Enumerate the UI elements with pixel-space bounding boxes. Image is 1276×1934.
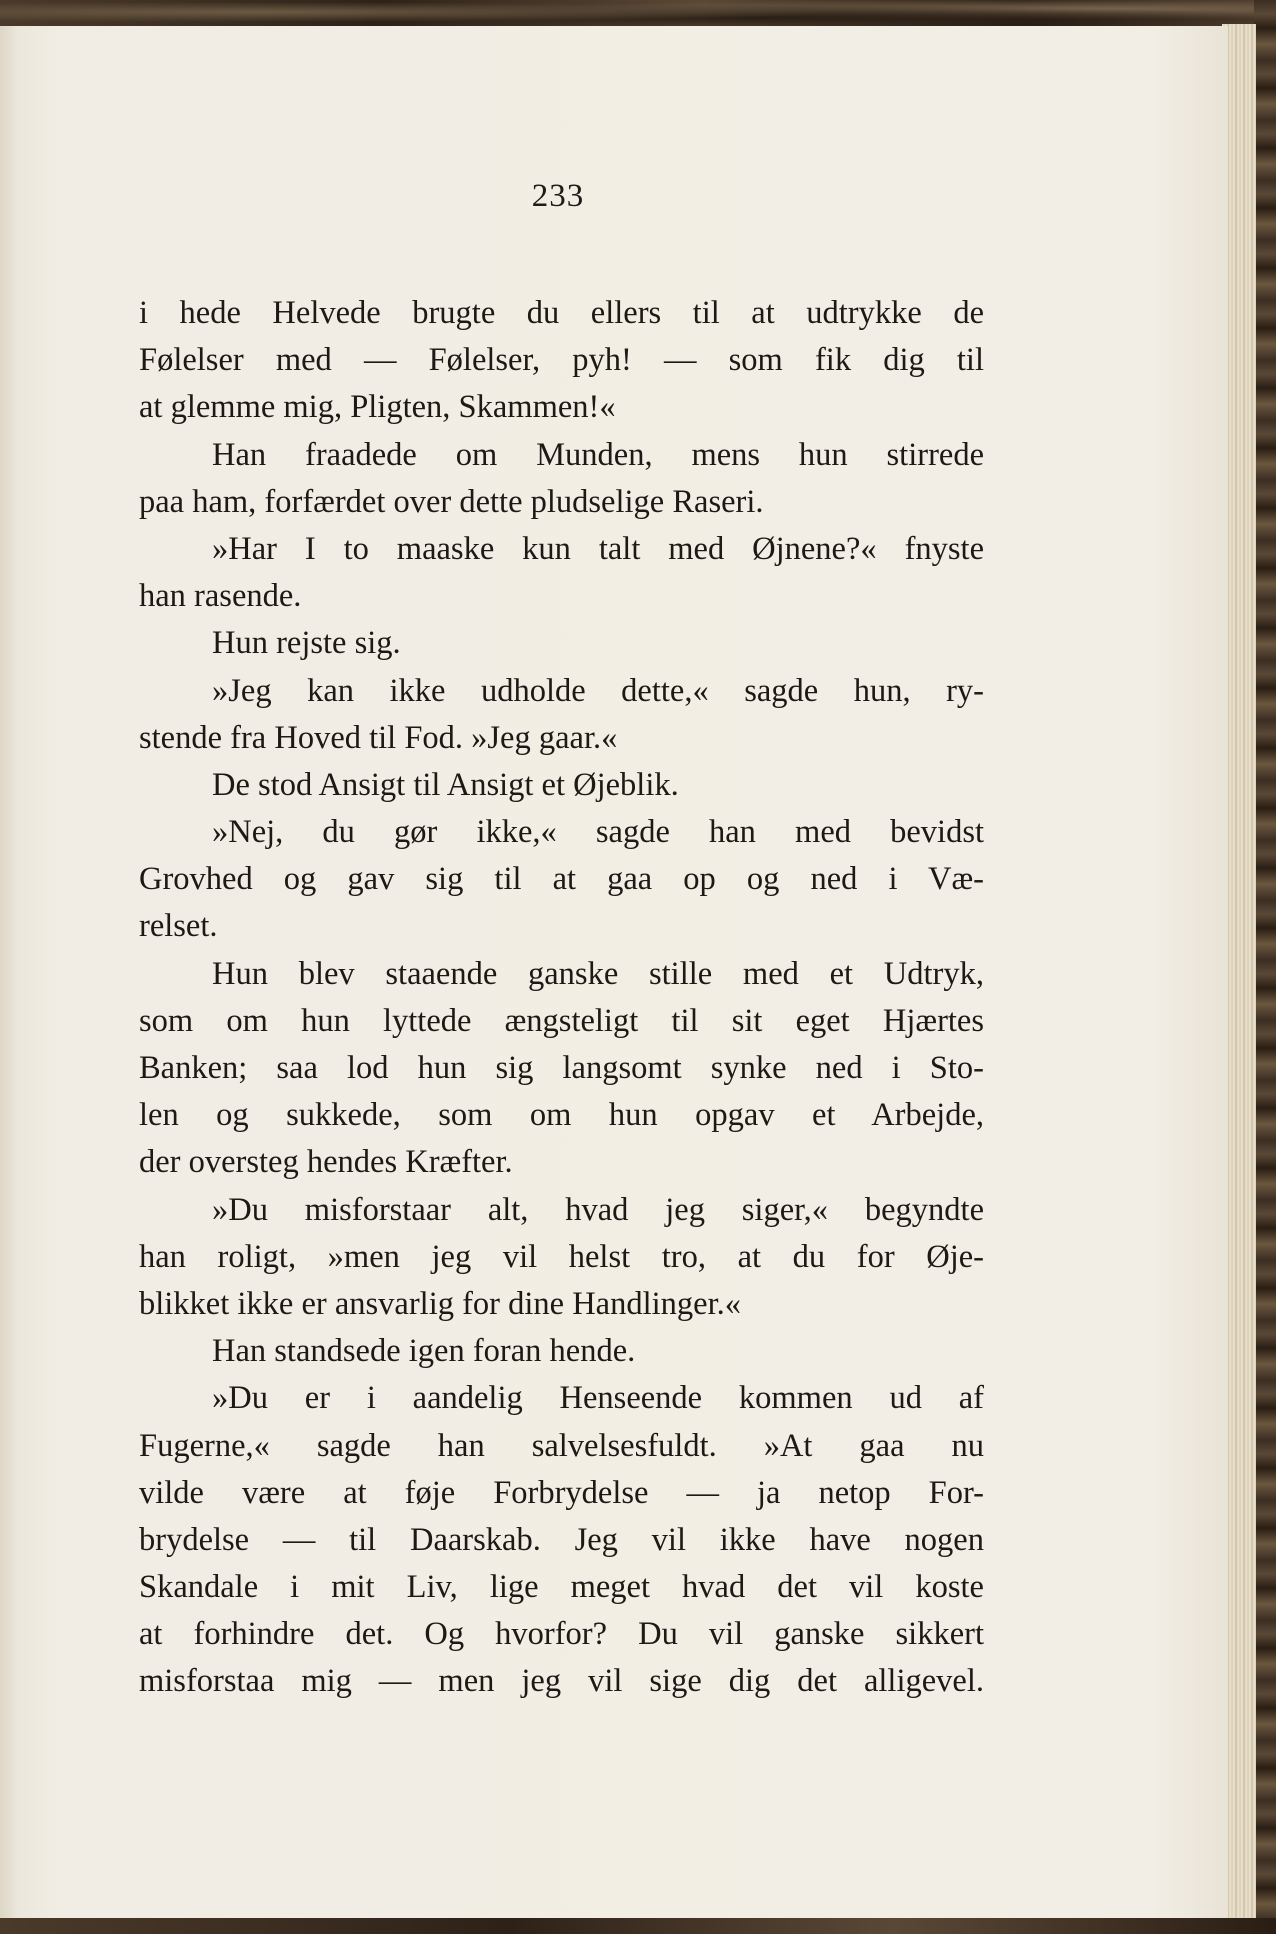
text-line: han rasende. [139,578,302,615]
text-line: »Jeg kan ikke udholde dette,« sagde hun, ry- [212,672,984,709]
text-line: misforstaa mig — men jeg vil sige dig det alligevel. [139,1663,984,1700]
text-line: Banken; saa lod hun sig langsomt synke ned i Sto- [139,1050,984,1086]
text-line: i hede Helvede brugte du ellers til at udtrykke de [139,295,984,331]
text-line: »Har I to maaske kun talt med Øjnene?« fnyste [212,530,984,567]
text-line: »Du misforstaar alt, hvad jeg siger,« begyndte [212,1191,984,1228]
text-line: som om hun lyttede ængsteligt til sit eget Hjærtes [139,1002,984,1039]
text-line: blikket ikke er ansvarlig for dine Handlinger.« [139,1285,741,1322]
text-line: »Nej, du gør ikke,« sagde han med bevidst [212,814,984,851]
text-line: Følelser med — Følelser, pyh! — som fik dig til [139,342,984,379]
text-line: brydelse — til Daarskab. Jeg vil ikke have nogen [139,1521,984,1558]
text-line: len og sukkede, som om hun opgav et Arbejde, [139,1097,984,1134]
text-line: »Du er i aandelig Henseende kommen ud af [212,1380,984,1417]
text-line: der oversteg hendes Kræfter. [139,1144,513,1181]
marbled-cover-right [1254,0,1276,1934]
text-line: at forhindre det. Og hvorfor? Du vil ganske sikkert [139,1616,984,1653]
text-line: Han fraadede om Munden, mens hun stirrede [212,436,984,473]
body-text [139,290,984,1706]
book-page [0,26,1228,1918]
text-line: Hun rejste sig. [212,625,401,662]
text-line: Fugerne,« sagde han salvelsesfuldt. »At gaa nu [139,1427,984,1464]
text-line: stende fra Hoved til Fod. »Jeg gaar.« [139,719,618,756]
page-number: 233 [531,178,585,214]
text-line: Skandale i mit Liv, lige meget hvad det vil koste [139,1569,984,1606]
text-line: Han standsede igen foran hende. [212,1333,636,1370]
text-line: Grovhed og gav sig til at gaa op og ned i Væ- [139,861,984,898]
marbled-cover-bottom [0,1918,1276,1934]
text-line: De stod Ansigt til Ansigt et Øjeblik. [212,766,679,803]
text-line: han roligt, »men jeg vil helst tro, at du for Øje- [139,1238,984,1275]
text-line: Hun blev staaende ganske stille med et Udtryk, [212,955,984,992]
text-line: vilde være at føje Forbrydelse — ja netop For- [139,1474,984,1511]
text-line: at glemme mig, Pligten, Skammen!« [139,389,616,426]
text-line: relset. [139,908,218,945]
text-line: paa ham, forfærdet over dette pludselige Raseri. [139,483,764,520]
